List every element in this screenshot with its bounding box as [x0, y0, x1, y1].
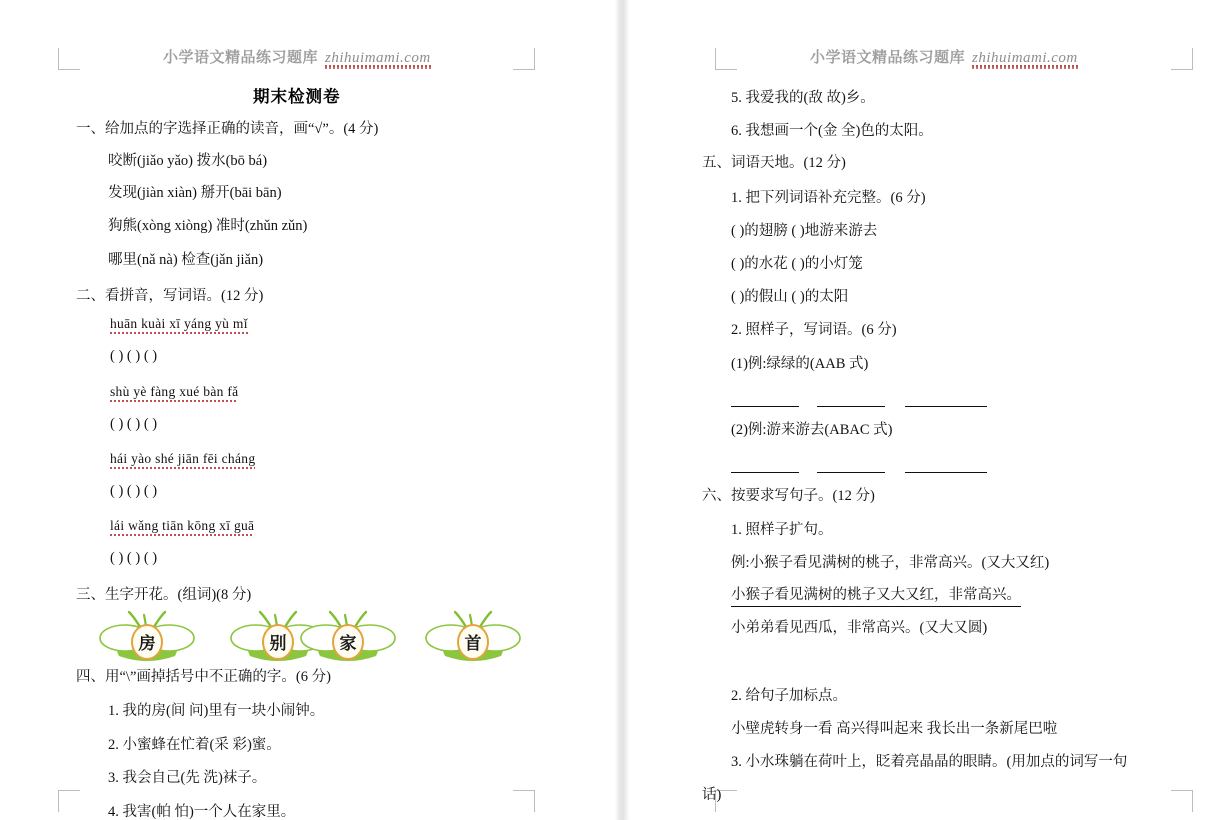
section5-sub2-example-1: (1)例:绿绿的(AAB 式)	[731, 356, 869, 372]
flower-card-3	[300, 606, 396, 664]
crop-mark-top-right	[1171, 48, 1193, 70]
section3-heading: 三、生字开花。(组词)(8 分)	[76, 587, 252, 603]
section6-item3-line2: 话)	[702, 787, 722, 803]
crop-mark-top-left	[58, 48, 80, 70]
section5-answer-blanks-1[interactable]	[731, 389, 987, 407]
flower-icon	[300, 606, 396, 664]
section2-pinyin-2: shù yè fàng xué bàn fǎ	[110, 384, 238, 402]
crop-mark-bottom-left	[58, 790, 80, 812]
header-watermark	[810, 46, 1078, 67]
section1-row-3: 狗熊(xòng xiòng) 准时(zhǔn zǔn)	[108, 218, 308, 234]
section6-item2-heading: 2. 给句子加标点。	[731, 688, 847, 704]
section1-row-2: 发现(jiàn xiàn) 掰开(bāi bān)	[108, 185, 282, 201]
section6-item1-question: 小弟弟看见西瓜，非常高兴。(又大又圆)	[731, 620, 988, 636]
crop-mark-top-left	[715, 48, 737, 70]
section4-item-2: 2. 小蜜蜂在忙着(采 彩)蜜。	[108, 737, 281, 753]
watermark-site: zhihuimami.com	[972, 50, 1078, 69]
section6-heading: 六、按要求写句子。(12 分)	[702, 488, 875, 504]
crop-mark-bottom-right	[1171, 790, 1193, 812]
section6-item1-answer: 小猴子看见满树的桃子又大又红，非常高兴。	[731, 583, 1021, 607]
section2-heading: 二、看拼音，写词语。(12 分)	[76, 288, 264, 304]
section2-pinyin-4: lái wǎng tiān kōng xī guā	[110, 518, 254, 536]
section4-heading: 四、用“\”画掉括号中不正确的字。(6 分)	[76, 669, 331, 685]
section5-sub1-row-2: ( )的水花 ( )的小灯笼	[731, 256, 863, 272]
flower-char-2: 别	[269, 634, 287, 653]
flower-card-4	[425, 606, 521, 664]
header-watermark	[163, 46, 431, 67]
flower-char-1: 房	[138, 634, 156, 653]
crop-mark-bottom-right	[513, 790, 535, 812]
section6-item2-sentence: 小壁虎转身一看 高兴得叫起来 我长出一条新尾巴啦	[731, 721, 1058, 737]
section6-item3-line1: 3. 小水珠躺在荷叶上，眨着亮晶晶的眼睛。(用加点的词写一句	[731, 754, 1128, 770]
section2-answers-3: ( ) ( ) ( )	[110, 483, 158, 499]
answer-blank[interactable]	[731, 406, 799, 407]
answer-blank[interactable]	[731, 472, 799, 473]
section1-heading: 一、给加点的字选择正确的读音，画“√”。(4 分)	[76, 121, 379, 137]
flower-icon	[99, 606, 195, 664]
crop-mark-top-right	[513, 48, 535, 70]
section2-answers-1: ( ) ( ) ( )	[110, 348, 158, 364]
watermark-title: 小学语文精品练习题库	[810, 49, 966, 66]
answer-blank[interactable]	[905, 472, 987, 473]
answer-blank[interactable]	[905, 406, 987, 407]
section5-sub2-heading: 2. 照样子，写词语。(6 分)	[731, 322, 897, 338]
section5-answer-blanks-2[interactable]	[731, 455, 987, 473]
flower-icon	[425, 606, 521, 664]
section5-heading: 五、词语天地。(12 分)	[702, 155, 846, 171]
flower-card-1	[99, 606, 195, 664]
section1-row-4: 哪里(nǎ nà) 检查(jǎn jiǎn)	[108, 252, 264, 268]
section2-answers-4: ( ) ( ) ( )	[110, 550, 158, 566]
page-right	[630, 0, 1216, 820]
section5-sub2-example-2: (2)例:游来游去(ABAC 式)	[731, 422, 893, 438]
section1-row-1: 咬断(jiǎo yǎo) 拨水(bō bá)	[108, 153, 268, 169]
section4-item-3: 3. 我会自己(先 洗)袜子。	[108, 770, 267, 786]
section4-item-5: 5. 我爱我的(敌 故)乡。	[731, 90, 875, 106]
page-gutter	[615, 0, 630, 820]
section2-answers-2: ( ) ( ) ( )	[110, 416, 158, 432]
section6-item1-heading: 1. 照样子扩句。	[731, 522, 833, 538]
section5-sub1-row-3: ( )的假山 ( )的太阳	[731, 289, 849, 305]
section4-item-4: 4. 我害(帕 怕)一个人在家里。	[108, 804, 296, 820]
watermark-site: zhihuimami.com	[325, 50, 431, 69]
section4-item-1: 1. 我的房(间 问)里有一块小闹钟。	[108, 703, 325, 719]
section5-sub1-heading: 1. 把下列词语补充完整。(6 分)	[731, 190, 926, 206]
section4-item-6: 6. 我想画一个(金 全)色的太阳。	[731, 123, 933, 139]
section5-sub1-row-1: ( )的翅膀 ( )地游来游去	[731, 223, 878, 239]
watermark-title: 小学语文精品练习题库	[163, 49, 319, 66]
answer-blank[interactable]	[817, 472, 885, 473]
flower-char-3: 家	[339, 634, 357, 653]
section2-pinyin-1: huān kuài xī yáng yù mǐ	[110, 316, 248, 334]
section6-item1-example: 例:小猴子看见满树的桃子，非常高兴。(又大又红)	[731, 555, 1050, 571]
answer-blank[interactable]	[817, 406, 885, 407]
page-title: 期末检测卷	[253, 88, 341, 106]
flower-char-4: 首	[464, 634, 482, 653]
section2-pinyin-3: hái yào shé jiān fēi cháng	[110, 451, 255, 469]
